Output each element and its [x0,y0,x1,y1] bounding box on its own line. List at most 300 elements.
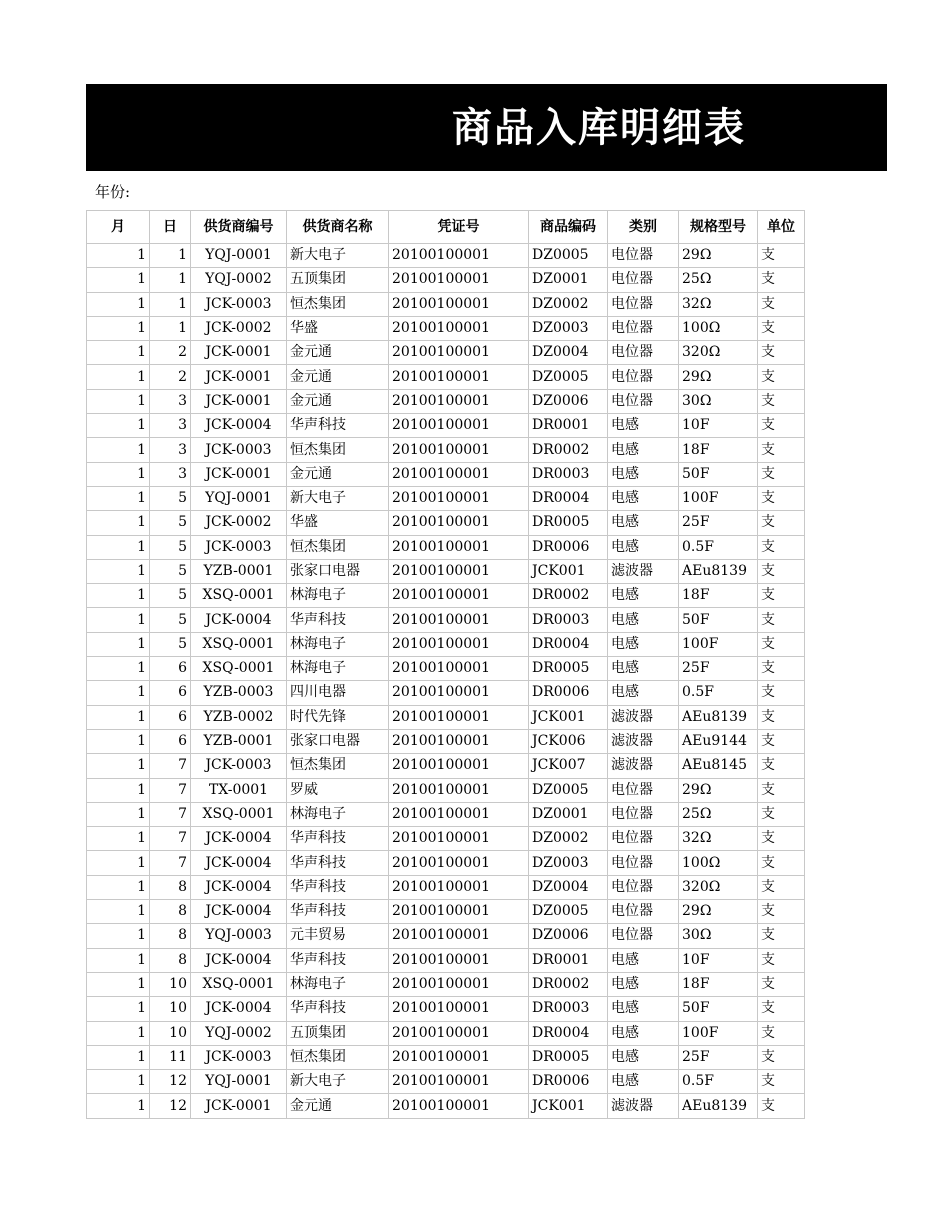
cell-supplier-code: JCK-0004 [191,900,287,924]
cell-supplier-name: 林海电子 [287,972,389,996]
cell-supplier-name: 金元通 [287,365,389,389]
cell-voucher-no: 20100100001 [389,827,529,851]
cell-product-code: DZ0002 [529,292,608,316]
cell-month: 1 [87,535,150,559]
cell-category: 电位器 [608,924,679,948]
cell-category: 电位器 [608,268,679,292]
cell-day: 12 [150,1070,191,1094]
cell-unit: 支 [758,705,805,729]
cell-supplier-code: JCK-0004 [191,827,287,851]
cell-unit: 支 [758,244,805,268]
column-header-unit: 单位 [758,211,805,244]
cell-category: 电感 [608,535,679,559]
cell-month: 1 [87,608,150,632]
table-row [87,341,805,365]
cell-category: 电感 [608,657,679,681]
table-row [87,827,805,851]
cell-supplier-code: JCK-0001 [191,341,287,365]
cell-category: 电位器 [608,244,679,268]
cell-voucher-no: 20100100001 [389,486,529,510]
cell-unit: 支 [758,1094,805,1118]
cell-month: 1 [87,900,150,924]
cell-unit: 支 [758,511,805,535]
cell-category: 电位器 [608,341,679,365]
cell-day: 7 [150,754,191,778]
cell-supplier-code: JCK-0004 [191,851,287,875]
cell-category: 电位器 [608,292,679,316]
cell-spec-model: 30Ω [679,924,758,948]
column-header-voucher-no: 凭证号 [389,211,529,244]
cell-product-code: DZ0003 [529,851,608,875]
cell-voucher-no: 20100100001 [389,535,529,559]
cell-supplier-name: 恒杰集团 [287,292,389,316]
cell-voucher-no: 20100100001 [389,729,529,753]
cell-unit: 支 [758,729,805,753]
cell-spec-model: 0.5F [679,535,758,559]
cell-product-code: DR0002 [529,438,608,462]
cell-unit: 支 [758,900,805,924]
cell-supplier-code: XSQ-0001 [191,972,287,996]
table-row [87,365,805,389]
cell-spec-model: 32Ω [679,827,758,851]
table-row [87,535,805,559]
cell-spec-model: 25Ω [679,268,758,292]
cell-spec-model: 18F [679,972,758,996]
cell-day: 10 [150,997,191,1021]
table-row [87,608,805,632]
table-row [87,948,805,972]
table-row [87,1070,805,1094]
cell-product-code: JCK001 [529,559,608,583]
cell-unit: 支 [758,414,805,438]
cell-day: 5 [150,511,191,535]
cell-voucher-no: 20100100001 [389,900,529,924]
cell-supplier-name: 罗威 [287,778,389,802]
cell-supplier-code: YQJ-0003 [191,924,287,948]
cell-day: 1 [150,268,191,292]
cell-product-code: DR0003 [529,462,608,486]
cell-supplier-code: JCK-0004 [191,414,287,438]
cell-month: 1 [87,948,150,972]
table-row [87,802,805,826]
cell-product-code: DZ0006 [529,389,608,413]
column-header-month: 月 [87,211,150,244]
cell-supplier-name: 林海电子 [287,632,389,656]
cell-supplier-name: 五顶集团 [287,268,389,292]
column-header-category: 类别 [608,211,679,244]
cell-spec-model: 50F [679,462,758,486]
cell-spec-model: AEu8139 [679,559,758,583]
cell-spec-model: 25F [679,657,758,681]
cell-month: 1 [87,851,150,875]
cell-voucher-no: 20100100001 [389,1045,529,1069]
table-row [87,316,805,340]
cell-unit: 支 [758,778,805,802]
cell-spec-model: 18F [679,438,758,462]
cell-product-code: JCK007 [529,754,608,778]
cell-supplier-name: 时代先锋 [287,705,389,729]
cell-spec-model: 10F [679,414,758,438]
cell-day: 3 [150,414,191,438]
cell-supplier-name: 五顶集团 [287,1021,389,1045]
table-row [87,900,805,924]
cell-month: 1 [87,268,150,292]
cell-unit: 支 [758,948,805,972]
cell-product-code: DR0002 [529,584,608,608]
cell-unit: 支 [758,584,805,608]
cell-voucher-no: 20100100001 [389,948,529,972]
cell-spec-model: 100F [679,632,758,656]
cell-day: 5 [150,608,191,632]
cell-unit: 支 [758,681,805,705]
cell-spec-model: 25F [679,1045,758,1069]
cell-voucher-no: 20100100001 [389,268,529,292]
cell-spec-model: 0.5F [679,681,758,705]
cell-voucher-no: 20100100001 [389,875,529,899]
table-row [87,438,805,462]
cell-category: 滤波器 [608,729,679,753]
cell-voucher-no: 20100100001 [389,341,529,365]
cell-day: 5 [150,632,191,656]
cell-supplier-code: JCK-0001 [191,462,287,486]
cell-supplier-name: 华声科技 [287,414,389,438]
cell-category: 电位器 [608,778,679,802]
cell-product-code: DZ0005 [529,365,608,389]
cell-day: 8 [150,948,191,972]
cell-day: 3 [150,462,191,486]
table-row [87,268,805,292]
cell-unit: 支 [758,754,805,778]
cell-month: 1 [87,365,150,389]
cell-supplier-name: 金元通 [287,341,389,365]
cell-voucher-no: 20100100001 [389,802,529,826]
cell-day: 2 [150,341,191,365]
cell-day: 3 [150,438,191,462]
table-row [87,1045,805,1069]
cell-day: 12 [150,1094,191,1118]
cell-spec-model: 100Ω [679,316,758,340]
cell-supplier-name: 恒杰集团 [287,754,389,778]
table-row [87,414,805,438]
cell-spec-model: 320Ω [679,341,758,365]
cell-spec-model: AEu9144 [679,729,758,753]
table-row [87,997,805,1021]
cell-day: 5 [150,559,191,583]
cell-voucher-no: 20100100001 [389,438,529,462]
cell-product-code: DR0006 [529,535,608,559]
cell-day: 7 [150,851,191,875]
table-row [87,681,805,705]
cell-spec-model: 29Ω [679,365,758,389]
cell-supplier-code: JCK-0003 [191,535,287,559]
cell-voucher-no: 20100100001 [389,316,529,340]
cell-product-code: DZ0001 [529,802,608,826]
cell-supplier-name: 张家口电器 [287,559,389,583]
cell-supplier-name: 新大电子 [287,244,389,268]
cell-supplier-code: JCK-0004 [191,608,287,632]
cell-category: 电位器 [608,365,679,389]
cell-category: 电位器 [608,900,679,924]
cell-supplier-name: 元丰贸易 [287,924,389,948]
cell-category: 电感 [608,997,679,1021]
table-row [87,729,805,753]
cell-product-code: JCK001 [529,705,608,729]
cell-voucher-no: 20100100001 [389,584,529,608]
cell-unit: 支 [758,462,805,486]
cell-unit: 支 [758,341,805,365]
cell-supplier-code: YQJ-0002 [191,1021,287,1045]
cell-supplier-code: JCK-0001 [191,365,287,389]
cell-voucher-no: 20100100001 [389,1070,529,1094]
cell-supplier-code: YQJ-0001 [191,1070,287,1094]
cell-supplier-code: YZB-0002 [191,705,287,729]
cell-unit: 支 [758,1070,805,1094]
cell-supplier-name: 林海电子 [287,802,389,826]
cell-category: 滤波器 [608,705,679,729]
cell-month: 1 [87,754,150,778]
cell-category: 电感 [608,1021,679,1045]
cell-voucher-no: 20100100001 [389,657,529,681]
cell-product-code: DR0004 [529,1021,608,1045]
table-row [87,851,805,875]
cell-voucher-no: 20100100001 [389,972,529,996]
cell-unit: 支 [758,924,805,948]
cell-supplier-code: XSQ-0001 [191,632,287,656]
cell-category: 电感 [608,511,679,535]
cell-spec-model: AEu8139 [679,705,758,729]
cell-category: 电感 [608,608,679,632]
cell-unit: 支 [758,389,805,413]
cell-supplier-name: 恒杰集团 [287,535,389,559]
cell-unit: 支 [758,875,805,899]
cell-unit: 支 [758,292,805,316]
cell-spec-model: AEu8139 [679,1094,758,1118]
cell-category: 滤波器 [608,1094,679,1118]
cell-voucher-no: 20100100001 [389,365,529,389]
cell-product-code: DR0006 [529,1070,608,1094]
cell-supplier-code: JCK-0004 [191,875,287,899]
cell-supplier-code: JCK-0003 [191,1045,287,1069]
cell-voucher-no: 20100100001 [389,705,529,729]
cell-unit: 支 [758,316,805,340]
cell-supplier-name: 华声科技 [287,997,389,1021]
cell-product-code: DR0004 [529,486,608,510]
cell-category: 电感 [608,486,679,510]
cell-supplier-name: 四川电器 [287,681,389,705]
cell-supplier-code: YZB-0003 [191,681,287,705]
cell-month: 1 [87,924,150,948]
table-row [87,875,805,899]
cell-voucher-no: 20100100001 [389,608,529,632]
cell-month: 1 [87,1070,150,1094]
cell-day: 8 [150,924,191,948]
cell-category: 电感 [608,438,679,462]
cell-voucher-no: 20100100001 [389,632,529,656]
cell-day: 10 [150,972,191,996]
cell-supplier-code: XSQ-0001 [191,802,287,826]
cell-supplier-code: YQJ-0001 [191,244,287,268]
cell-unit: 支 [758,997,805,1021]
cell-voucher-no: 20100100001 [389,778,529,802]
cell-supplier-name: 金元通 [287,389,389,413]
cell-spec-model: 29Ω [679,778,758,802]
cell-supplier-code: JCK-0002 [191,511,287,535]
cell-supplier-name: 张家口电器 [287,729,389,753]
table-row [87,657,805,681]
cell-month: 1 [87,972,150,996]
cell-product-code: DZ0002 [529,827,608,851]
cell-product-code: DZ0006 [529,924,608,948]
cell-supplier-code: YZB-0001 [191,559,287,583]
table-row [87,924,805,948]
cell-category: 电位器 [608,851,679,875]
cell-product-code: DZ0005 [529,778,608,802]
cell-month: 1 [87,389,150,413]
cell-spec-model: 32Ω [679,292,758,316]
cell-voucher-no: 20100100001 [389,414,529,438]
table-row [87,389,805,413]
cell-product-code: DR0002 [529,972,608,996]
goods-receipt-table [86,210,805,1119]
cell-unit: 支 [758,268,805,292]
cell-product-code: DR0005 [529,511,608,535]
cell-supplier-name: 恒杰集团 [287,1045,389,1069]
cell-month: 1 [87,292,150,316]
cell-product-code: DR0005 [529,1045,608,1069]
cell-category: 电位器 [608,389,679,413]
cell-month: 1 [87,1021,150,1045]
cell-supplier-code: JCK-0004 [191,948,287,972]
cell-voucher-no: 20100100001 [389,462,529,486]
column-header-supplier-name: 供货商名称 [287,211,389,244]
cell-spec-model: 10F [679,948,758,972]
table-row [87,462,805,486]
cell-product-code: DR0006 [529,681,608,705]
cell-month: 1 [87,729,150,753]
table-row [87,754,805,778]
column-header-supplier-code: 供货商编号 [191,211,287,244]
cell-unit: 支 [758,657,805,681]
cell-supplier-code: XSQ-0001 [191,584,287,608]
cell-product-code: JCK006 [529,729,608,753]
cell-product-code: DZ0003 [529,316,608,340]
cell-month: 1 [87,681,150,705]
cell-category: 电感 [608,1070,679,1094]
cell-spec-model: AEu8145 [679,754,758,778]
cell-spec-model: 100Ω [679,851,758,875]
cell-product-code: DZ0005 [529,900,608,924]
cell-category: 电位器 [608,316,679,340]
cell-product-code: JCK001 [529,1094,608,1118]
cell-voucher-no: 20100100001 [389,924,529,948]
cell-category: 电感 [608,948,679,972]
cell-supplier-code: XSQ-0001 [191,657,287,681]
cell-month: 1 [87,414,150,438]
cell-product-code: DR0003 [529,997,608,1021]
cell-month: 1 [87,316,150,340]
cell-supplier-code: JCK-0001 [191,389,287,413]
table-row [87,486,805,510]
cell-product-code: DR0001 [529,414,608,438]
column-header-product-code: 商品编码 [529,211,608,244]
cell-category: 滤波器 [608,559,679,583]
cell-month: 1 [87,1045,150,1069]
cell-spec-model: 29Ω [679,900,758,924]
cell-supplier-name: 新大电子 [287,486,389,510]
cell-day: 6 [150,657,191,681]
cell-supplier-code: YQJ-0001 [191,486,287,510]
cell-month: 1 [87,511,150,535]
cell-month: 1 [87,997,150,1021]
cell-supplier-name: 华盛 [287,316,389,340]
cell-day: 1 [150,244,191,268]
cell-supplier-name: 华声科技 [287,875,389,899]
cell-unit: 支 [758,608,805,632]
cell-spec-model: 100F [679,1021,758,1045]
cell-unit: 支 [758,486,805,510]
cell-day: 7 [150,827,191,851]
cell-unit: 支 [758,632,805,656]
cell-product-code: DR0003 [529,608,608,632]
cell-supplier-name: 新大电子 [287,1070,389,1094]
cell-product-code: DZ0004 [529,341,608,365]
cell-day: 2 [150,365,191,389]
cell-day: 5 [150,535,191,559]
cell-spec-model: 50F [679,997,758,1021]
table-row [87,559,805,583]
cell-month: 1 [87,559,150,583]
cell-day: 6 [150,729,191,753]
cell-category: 电感 [608,632,679,656]
cell-spec-model: 25Ω [679,802,758,826]
table-row [87,584,805,608]
cell-month: 1 [87,1094,150,1118]
page-title: 商品入库明细表 [452,104,746,151]
cell-voucher-no: 20100100001 [389,1094,529,1118]
cell-spec-model: 50F [679,608,758,632]
cell-voucher-no: 20100100001 [389,292,529,316]
cell-supplier-code: JCK-0001 [191,1094,287,1118]
cell-supplier-code: YQJ-0002 [191,268,287,292]
cell-category: 电位器 [608,802,679,826]
cell-unit: 支 [758,438,805,462]
cell-supplier-name: 华声科技 [287,608,389,632]
cell-day: 6 [150,681,191,705]
cell-month: 1 [87,778,150,802]
cell-month: 1 [87,875,150,899]
cell-category: 电感 [608,972,679,996]
table-row [87,1094,805,1118]
cell-month: 1 [87,802,150,826]
table-row [87,972,805,996]
cell-category: 电感 [608,584,679,608]
cell-supplier-name: 金元通 [287,1094,389,1118]
cell-day: 8 [150,900,191,924]
cell-unit: 支 [758,802,805,826]
cell-product-code: DR0005 [529,657,608,681]
cell-voucher-no: 20100100001 [389,754,529,778]
table-body [87,244,805,1119]
cell-product-code: DZ0004 [529,875,608,899]
cell-supplier-name: 华声科技 [287,827,389,851]
cell-category: 电感 [608,1045,679,1069]
year-label: 年份: [95,183,131,201]
cell-day: 7 [150,802,191,826]
cell-category: 电感 [608,462,679,486]
cell-supplier-code: TX-0001 [191,778,287,802]
cell-day: 3 [150,389,191,413]
cell-day: 8 [150,875,191,899]
